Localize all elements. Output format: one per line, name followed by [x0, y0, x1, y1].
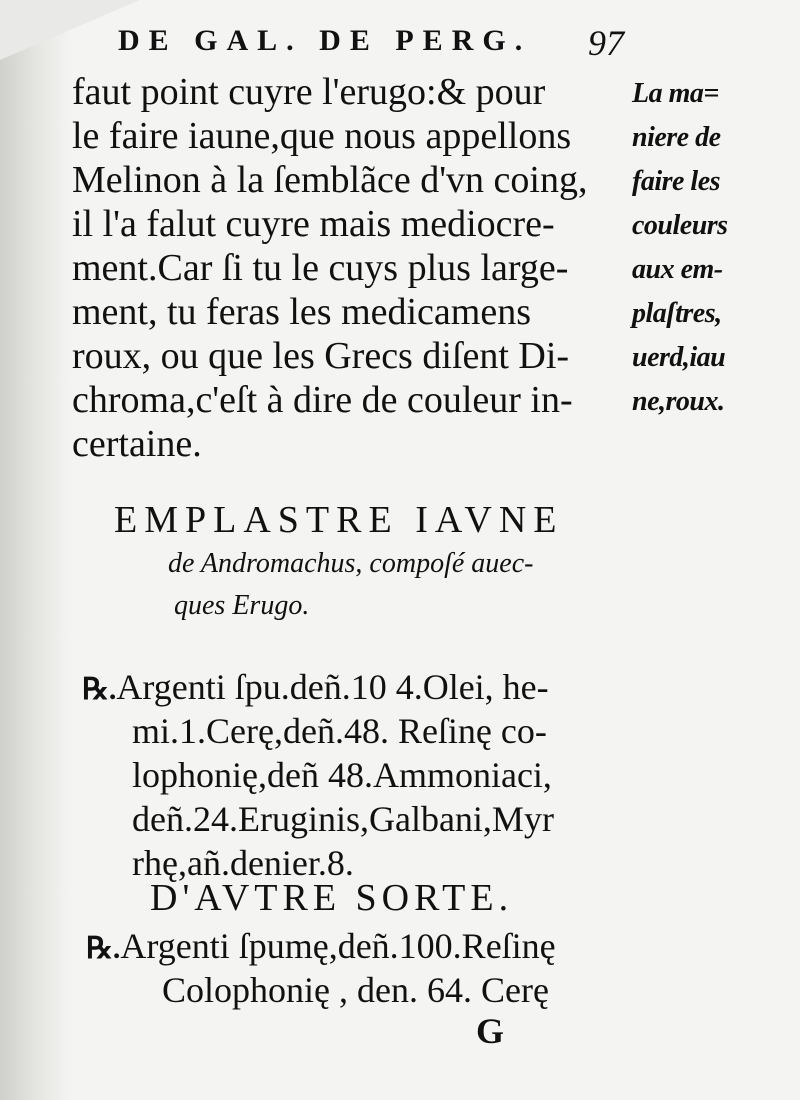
body-line: le faire iaune,que nous appellons	[72, 115, 572, 157]
body-line: roux, ou que les Grecs diſent Di-	[72, 335, 570, 377]
body-line: Melinon à la ſemblãce d'vn coing,	[72, 159, 588, 201]
recipe-line: mi.1.Cerę,deñ.48. Reſinę co-	[132, 711, 547, 751]
recipe-line: deñ.24.Eruginis,Galbani,Myr	[132, 799, 554, 839]
body-line: ment, tu feras les medicamens	[72, 291, 532, 333]
recipe-line: Argenti ſpu.deñ.10 4.Olei, he-	[116, 667, 549, 707]
recipe-line: Argenti ſpumę,deñ.100.Reſinę	[120, 926, 556, 966]
section-heading: EMPLASTRE IAVNE	[114, 499, 564, 541]
recipe-line: Colophonię , den. 64. Cerę	[162, 970, 549, 1010]
body-line: chroma,c'eſt à dire de couleur in-	[72, 379, 573, 421]
margin-note-line: niere de	[632, 122, 721, 153]
section-heading-2: D'AVTRE SORTE.	[150, 877, 514, 919]
margin-note-line: aux em-	[632, 254, 723, 285]
subheading-line: ques Erugo.	[174, 590, 310, 621]
subheading-line: de Andromachus, compoſé auec-	[168, 548, 534, 579]
signature-mark: G	[476, 1011, 505, 1051]
binding-shadow	[0, 0, 70, 1100]
margin-note-line: couleurs	[632, 210, 728, 241]
recipe-symbol: ℞.	[86, 932, 121, 965]
recipe-line: lophonię,deñ 48.Ammoniaci,	[132, 755, 552, 795]
margin-note-line: ne,roux.	[632, 386, 725, 417]
margin-note-line: faire les	[632, 166, 721, 197]
margin-note-line: uerd,iau	[632, 342, 726, 373]
page-header	[118, 22, 638, 66]
margin-note-line: plaſtres,	[632, 298, 722, 329]
margin-note-line: La ma=	[632, 78, 719, 109]
body-line: ment.Car ſi tu le cuys plus large-	[72, 247, 569, 289]
running-head: DE GAL. DE PERG.	[118, 24, 532, 57]
body-line: il l'a falut cuyre mais mediocre-	[72, 203, 555, 245]
body-line: faut point cuyre l'erugo:& pour	[72, 71, 546, 113]
page-number: 97	[588, 23, 624, 63]
recipe-line: rhę,añ.denier.8.	[132, 843, 354, 883]
body-line: certaine.	[72, 423, 202, 465]
recipe-symbol: ℞.	[82, 673, 117, 706]
